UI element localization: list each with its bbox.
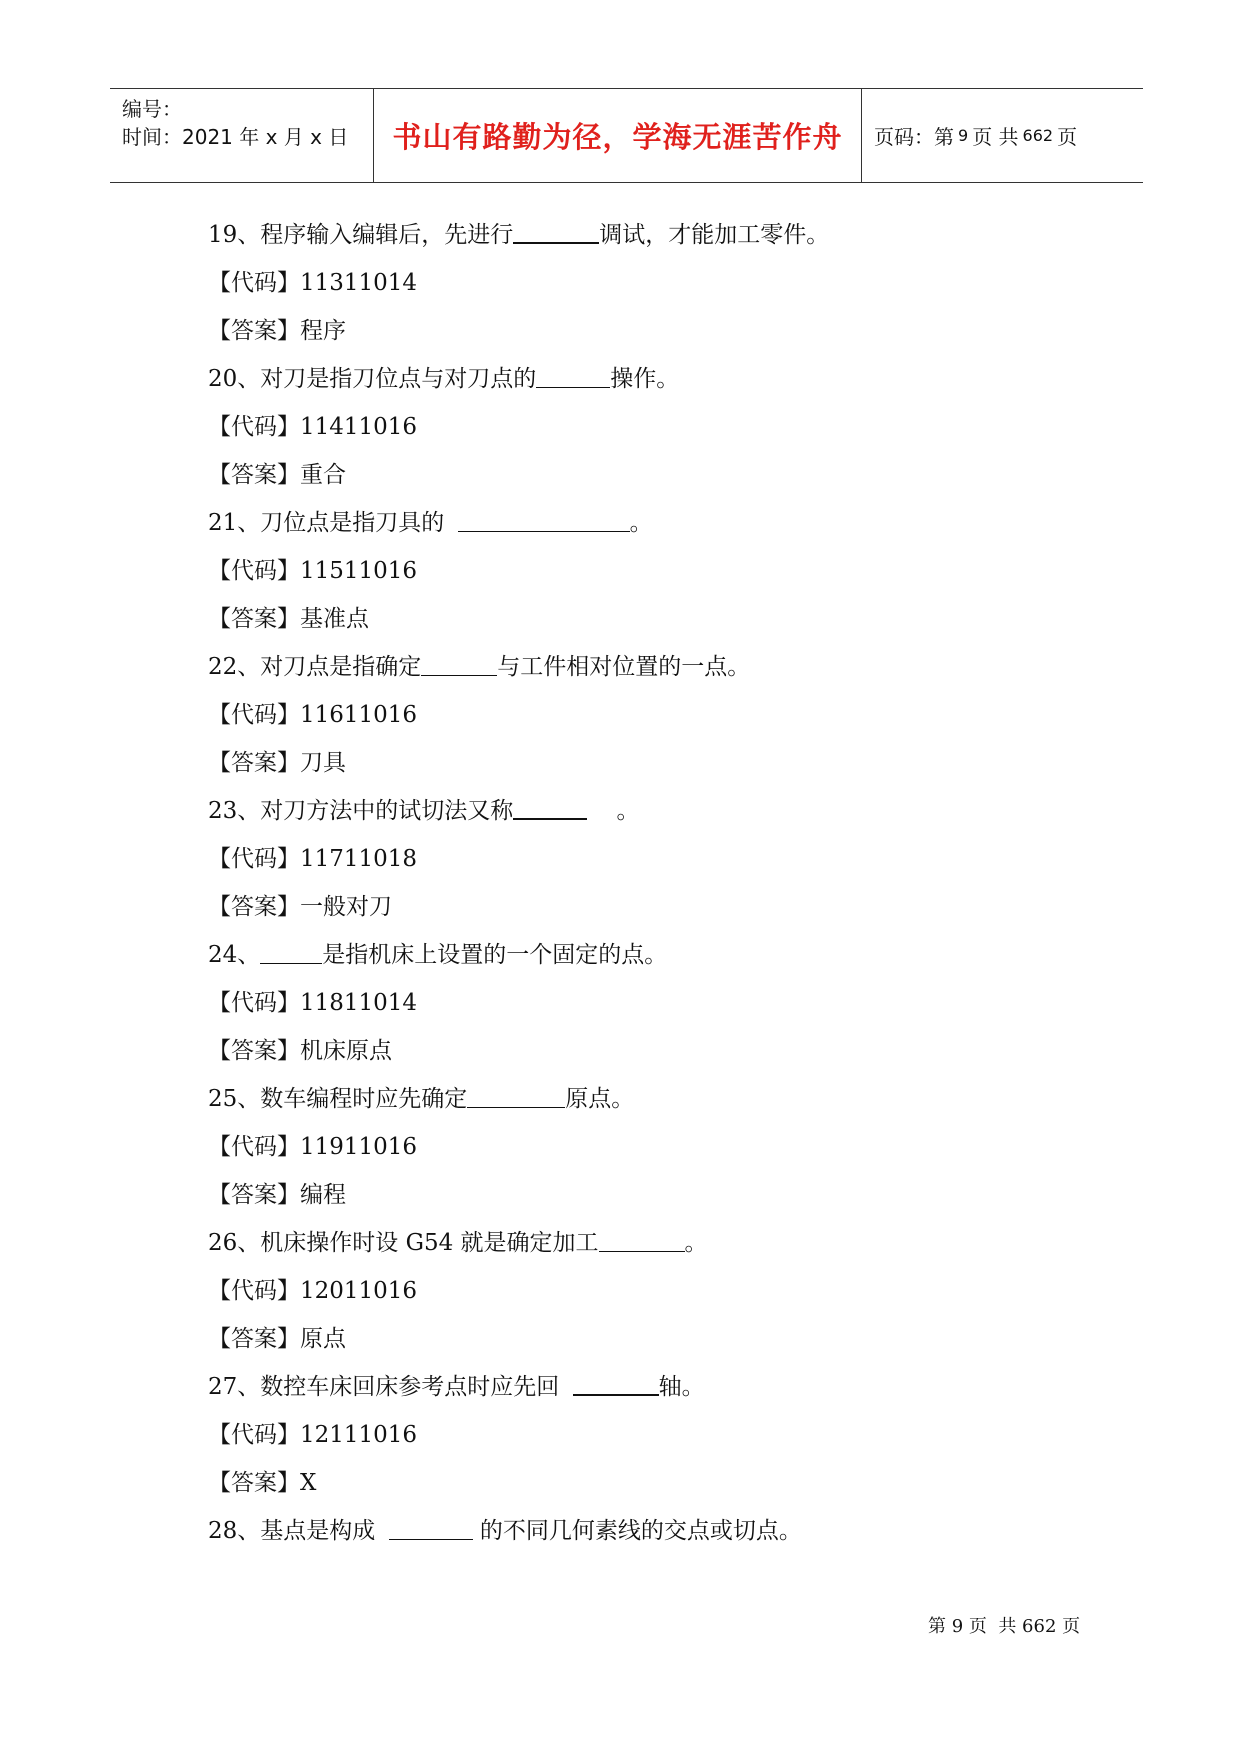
page-footer: 第 9 页 共 662 页 (928, 1616, 1081, 1637)
page-number: 9 (958, 126, 969, 145)
answer-blank (513, 220, 599, 244)
answer-blank (458, 509, 630, 532)
header-table (110, 88, 1143, 183)
time-label: 时间：2021 年 x 月 x 日 (122, 125, 349, 149)
code-26: 【代码】12011016 (208, 1278, 418, 1304)
question-22: 22、对刀点是指确定 与工件相对位置的一点。 (208, 654, 751, 680)
answer-20: 【答案】重合 (208, 462, 346, 488)
answer-24: 【答案】机床原点 (208, 1038, 392, 1064)
code-20: 【代码】11411016 (208, 414, 418, 440)
code-23: 【代码】11711018 (208, 846, 418, 872)
answer-blank (467, 1085, 565, 1108)
answer-22: 【答案】刀具 (208, 750, 346, 776)
code-27: 【代码】12111016 (208, 1422, 418, 1448)
question-25: 25、数车编程时应先确定 原点。 (208, 1086, 635, 1112)
motto: 书山有路勤为径，学海无涯苦作舟 (392, 120, 843, 154)
question-24: 24、 是指机床上设置的一个固定的点。 (208, 942, 668, 968)
code-25: 【代码】11911016 (208, 1134, 418, 1160)
code-22: 【代码】11611016 (208, 702, 418, 728)
page-suffix: 页 (1057, 125, 1078, 149)
answer-19: 【答案】程序 (208, 318, 346, 344)
question-20: 20、对刀是指刀位点与对刀点的 操作。 (208, 366, 680, 392)
question-19: 19、程序输入编辑后，先进行 调试，才能加工零件。 (208, 222, 830, 248)
answer-27: 【答案】X (208, 1470, 317, 1496)
answer-25: 【答案】编程 (208, 1182, 346, 1208)
page-prefix: 页码：第 (874, 125, 954, 149)
question-21: 21、刀位点是指刀具的 。 (208, 510, 653, 536)
answer-blank (421, 653, 497, 676)
code-19: 【代码】11311014 (208, 270, 418, 296)
question-26: 26、机床操作时设 G54 就是确定加工 。 (208, 1230, 708, 1256)
page-total: 662 (1022, 126, 1054, 145)
header-page-cell (862, 89, 1143, 182)
answer-blank (389, 1517, 473, 1540)
answer-21: 【答案】基准点 (208, 606, 369, 632)
question-28: 28、基点是构成 的不同几何素线的交点或切点。 (208, 1518, 802, 1544)
page-mid: 页 共 (972, 125, 1019, 149)
answer-23: 【答案】一般对刀 (208, 894, 392, 920)
answer-blank (260, 941, 322, 964)
code-21: 【代码】11511016 (208, 558, 418, 584)
answer-blank (513, 796, 587, 820)
answer-blank (536, 365, 610, 388)
answer-26: 【答案】原点 (208, 1326, 346, 1352)
answer-blank (599, 1229, 685, 1252)
answer-blank (573, 1372, 659, 1396)
question-27: 27、数控车床回床参考点时应先回 轴。 (208, 1374, 705, 1400)
header-info-cell (110, 89, 374, 182)
number-label: 编号： (122, 97, 182, 121)
header-motto-cell (374, 89, 862, 182)
code-24: 【代码】11811014 (208, 990, 418, 1016)
question-23: 23、对刀方法中的试切法又称 。 (208, 798, 640, 824)
